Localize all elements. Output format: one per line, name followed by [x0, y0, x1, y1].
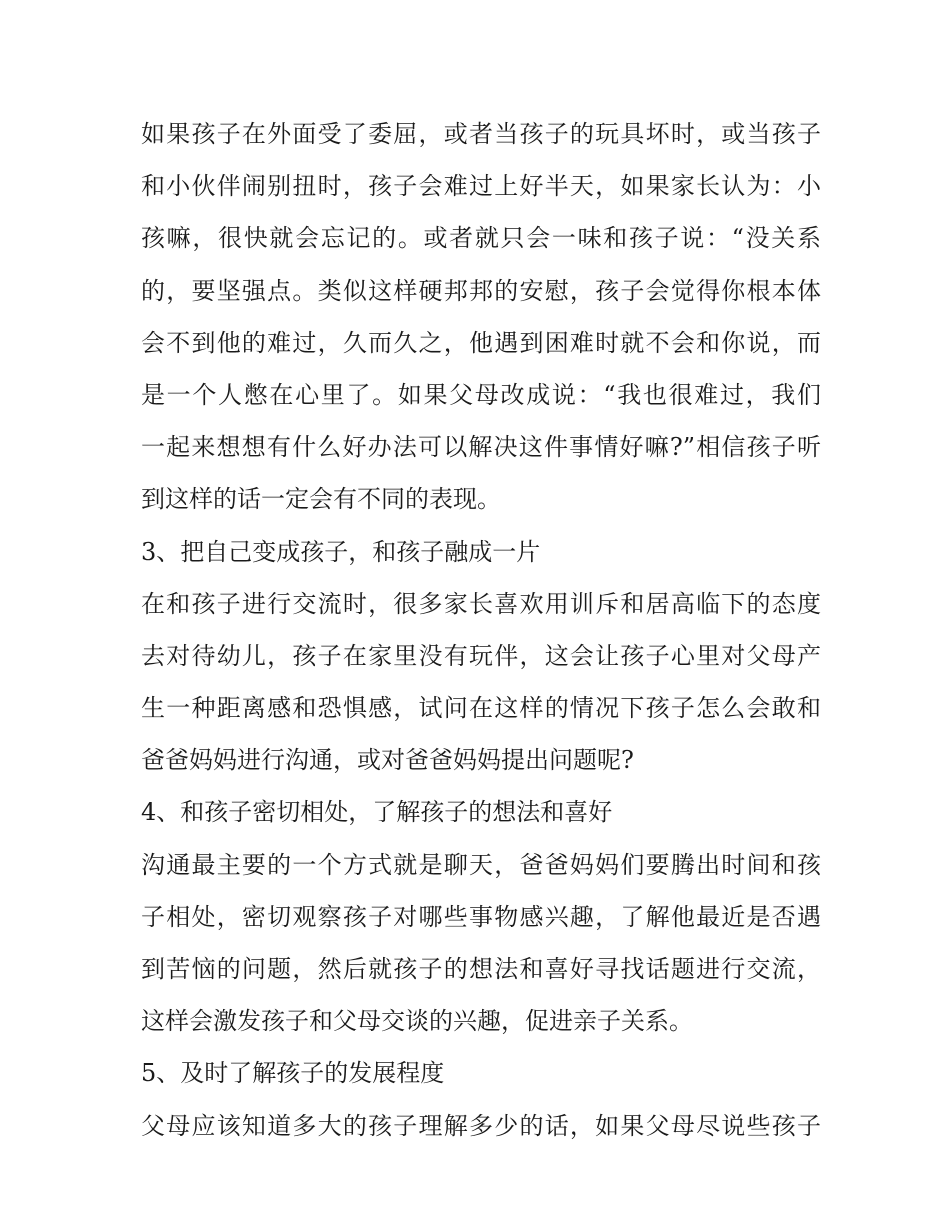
section-heading: 3、把自己变成孩子，和孩子融成一片 [141, 537, 541, 566]
paragraph-line: 去对待幼儿，孩子在家里没有玩伴，这会让孩子心里对父母产 [141, 641, 821, 670]
paragraph-line: 父母应该知道多大的孩子理解多少的话，如果父母尽说些孩子 [141, 1111, 821, 1140]
paragraph-line: 爸爸妈妈进行沟通，或对爸爸妈妈提出问题呢? [141, 746, 634, 775]
section-heading: 4、和孩子密切相处，了解孩子的想法和喜好 [141, 798, 613, 827]
body-text [141, 108, 821, 1152]
paragraph-line: 在和孩子进行交流时，很多家长喜欢用训斥和居高临下的态度 [141, 589, 821, 618]
paragraph-line: 这样会激发孩子和父母交谈的兴趣，促进亲子关系。 [141, 1007, 693, 1036]
paragraph-line: 和小伙伴闹别扭时，孩子会难过上好半天，如果家长认为：小 [141, 172, 821, 201]
paragraph-line: 如果孩子在外面受了委屈，或者当孩子的玩具坏时，或当孩子 [141, 120, 821, 148]
paragraph-line: 生一种距离感和恐惧感，试问在这样的情况下孩子怎么会敢和 [141, 694, 821, 723]
paragraph-line: 孩嘛，很快就会忘记的。或者就只会一味和孩子说：“没关系 [141, 224, 821, 253]
paragraph-line: 沟通最主要的一个方式就是聊天，爸爸妈妈们要腾出时间和孩 [141, 850, 821, 879]
section-heading: 5、及时了解孩子的发展程度 [141, 1059, 445, 1088]
paragraph-line: 到这样的话一定会有不同的表现。 [141, 485, 501, 514]
paragraph-line: 的，要坚强点。类似这样硬邦邦的安慰，孩子会觉得你根本体 [141, 276, 821, 305]
paragraph-line: 会不到他的难过，久而久之，他遇到困难时就不会和你说，而 [141, 328, 821, 357]
paragraph-line: 到苦恼的问题，然后就孩子的想法和喜好寻找话题进行交流， [141, 955, 821, 983]
paragraph-line: 子相处，密切观察孩子对哪些事物感兴趣，了解他最近是否遇 [141, 902, 821, 931]
paragraph-line: 一起来想想有什么好办法可以解决这件事情好嘛?”相信孩子听 [141, 433, 821, 462]
paragraph-line: 是一个人憋在心里了。如果父母改成说：“我也很难过，我们 [141, 380, 821, 409]
